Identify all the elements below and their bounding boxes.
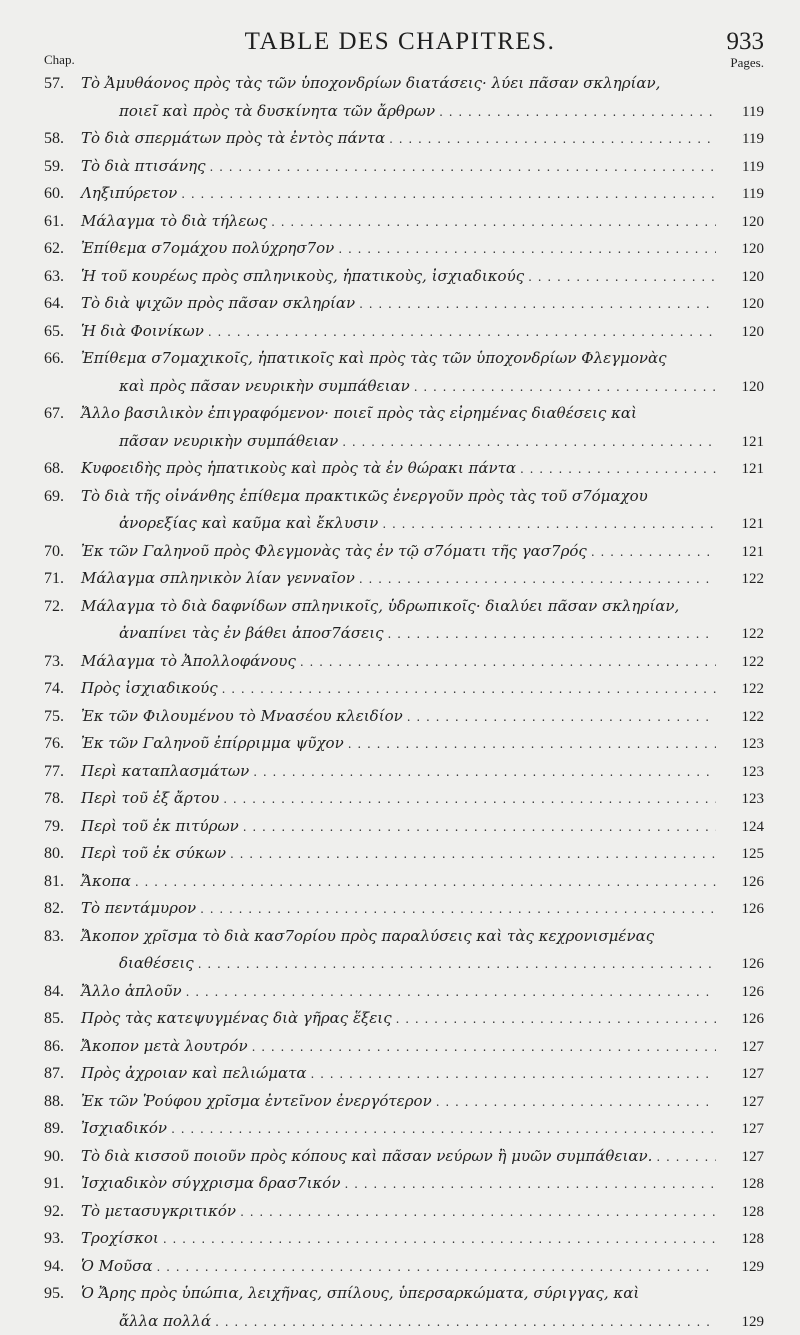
page-reference: 128 [720,1226,764,1253]
entry-line [44,923,764,951]
page-reference: 127 [720,1061,764,1088]
entry-line [44,455,764,483]
chapter-title: Ἰσχιαδικόν [81,1115,167,1143]
chapter-number: 94. [44,1253,80,1281]
entry-line [44,620,764,648]
chapter-number: 75. [44,703,80,731]
entry-line [44,1253,764,1281]
dot-leader [656,1144,716,1171]
entry-line [44,1143,764,1171]
chapter-title: Τὸ διὰ τῆς οἰνάνθης ἐπίθεμα πρακτικῶς ἐνεργοῦν πρὸς τὰς τοῦ σ7όμαχου [81,483,648,511]
chapter-title: Ἐπίθεμα σ7ομαχικοῖς, ἡπατικοῖς καὶ πρὸς τὰς τῶν ὑποχονδρίων Φλεγμονὰς [81,345,667,373]
page-reference: 119 [720,99,764,126]
page-reference: 126 [720,896,764,923]
dot-leader [200,896,716,923]
toc-entry [44,1143,764,1171]
chapter-title: Μάλαγμα τὸ διὰ τήλεως [81,208,267,236]
dot-leader [222,676,716,703]
toc-entry [44,263,764,291]
table-of-contents [0,70,800,1335]
page-reference: 122 [720,676,764,703]
chapter-number: 63. [44,263,80,291]
toc-entry [44,208,764,236]
page-reference: 123 [720,786,764,813]
entry-line [44,290,764,318]
toc-entry [44,840,764,868]
chapter-title: Ἄκοπον χρῖσμα τὸ διὰ κασ7ορίου πρὸς παραλύσεις καὶ τὰς κεχρονισμένας [81,923,654,951]
chapter-number: 65. [44,318,80,346]
page-reference: 119 [720,154,764,181]
chapter-number: 77. [44,758,80,786]
toc-entry [44,400,764,455]
entry-line [44,758,764,786]
entry-line [44,703,764,731]
chapter-number: 70. [44,538,80,566]
toc-entry [44,1280,764,1335]
chapter-title: πᾶσαν νευρικὴν συμπάθειαν [119,428,338,456]
chapter-column-header: Chap. [44,52,75,68]
toc-entry [44,648,764,676]
toc-entry [44,1170,764,1198]
chapter-number: 69. [44,483,80,511]
entry-line [44,263,764,291]
chapter-title: Περὶ τοῦ ἐκ σύκων [81,840,226,868]
chapter-number: 87. [44,1060,80,1088]
toc-entry [44,455,764,483]
chapter-number: 57. [44,70,80,98]
toc-entry [44,1060,764,1088]
page-reference: 129 [720,1254,764,1281]
chapter-number: 89. [44,1115,80,1143]
page-reference: 121 [720,539,764,566]
dot-leader [591,539,716,566]
page-reference: 119 [720,126,764,153]
page-reference: 120 [720,291,764,318]
toc-entry [44,1088,764,1116]
page-reference: 125 [720,841,764,868]
chapter-number: 60. [44,180,80,208]
entry-line [44,730,764,758]
chapter-title: Ἄκοπα [81,868,131,896]
toc-entry [44,318,764,346]
dot-leader [253,759,716,786]
chapter-number: 85. [44,1005,80,1033]
chapter-title: καὶ πρὸς πᾶσαν νευρικὴν συμπάθειαν [119,373,410,401]
page-reference: 123 [720,759,764,786]
chapter-title: Ἡ διὰ Φοινίκων [81,318,204,346]
chapter-number: 74. [44,675,80,703]
dot-leader [528,264,716,291]
dot-leader [243,814,716,841]
page-reference: 119 [720,181,764,208]
chapter-title: Τὸ διὰ κισσοῦ ποιοῦν πρὸς κόπους καὶ πᾶσαν νεύρων ἢ μυῶν συμπάθειαν. [81,1143,652,1171]
entry-line [44,1033,764,1061]
chapter-number: 92. [44,1198,80,1226]
chapter-title: ἄλλα πολλά [119,1308,211,1335]
chapter-title: Ὁ Ἄρης πρὸς ὑπώπια, λειχῆνας, σπίλους, ὑπερσαρκώματα, σύριγγας, καὶ [81,1280,639,1308]
chapter-title: Πρὸς ἰσχιαδικούς [81,675,218,703]
entry-line [44,1225,764,1253]
toc-entry [44,785,764,813]
toc-entry [44,153,764,181]
page-reference: 122 [720,649,764,676]
dot-leader [223,786,716,813]
dot-leader [344,1171,716,1198]
chapter-number: 62. [44,235,80,263]
entry-line [44,70,764,98]
page-reference: 121 [720,429,764,456]
toc-entry [44,565,764,593]
toc-entry [44,923,764,978]
chapter-number: 95. [44,1280,80,1308]
chapter-title: Ἐπίθεμα σ7ομάχου πολύχρησ7ον [81,235,334,263]
chapter-number: 81. [44,868,80,896]
entry-line [44,510,764,538]
chapter-number: 91. [44,1170,80,1198]
chapter-number: 80. [44,840,80,868]
chapter-title: Ὁ Μοῦσα [81,1253,153,1281]
page-reference: 126 [720,1006,764,1033]
toc-entry [44,813,764,841]
dot-leader [230,841,716,868]
chapter-number: 71. [44,565,80,593]
pages-column-header: Pages. [730,55,764,71]
chapter-title: Μάλαγμα τὸ Ἀπολλοφάνους [81,648,296,676]
toc-entry [44,235,764,263]
toc-entry [44,345,764,400]
toc-entry [44,758,764,786]
page-reference: 126 [720,951,764,978]
entry-line [44,125,764,153]
chapter-title: Ἐκ τῶν Γαληνοῦ ἐπίρριμμα ψῦχον [81,730,344,758]
dot-leader [208,319,716,346]
toc-entry [44,868,764,896]
dot-leader [171,1116,716,1143]
dot-leader [439,99,716,126]
entry-line [44,483,764,511]
page-reference: 120 [720,236,764,263]
dot-leader [215,1309,716,1335]
chapter-title: ποιεῖ καὶ πρὸς τὰ δυσκίνητα τῶν ἄρθρων [119,98,435,126]
entry-line [44,1115,764,1143]
toc-entry [44,1225,764,1253]
chapter-number: 86. [44,1033,80,1061]
chapter-title: Ἄλλο βασιλικὸν ἐπιγραφόμενον· ποιεῖ πρὸς τὰς εἰρημένας διαθέσεις καὶ [81,400,637,428]
dot-leader [359,291,716,318]
chapter-title: Τὸ μετασυγκριτικόν [81,1198,236,1226]
chapter-number: 68. [44,455,80,483]
toc-entry [44,1005,764,1033]
page-title: TABLE DES CHAPITRES. [0,28,800,56]
dot-leader [210,154,716,181]
page-reference: 128 [720,1171,764,1198]
toc-entry [44,895,764,923]
dot-leader [342,429,716,456]
chapter-title: διαθέσεις [119,950,194,978]
toc-entry [44,703,764,731]
dot-leader [181,181,716,208]
toc-entry [44,483,764,538]
dot-leader [135,869,716,896]
entry-line [44,1170,764,1198]
chapter-number: 64. [44,290,80,318]
entry-line [44,840,764,868]
page-reference: 120 [720,264,764,291]
chapter-number: 83. [44,923,80,951]
entry-line [44,648,764,676]
dot-leader [382,511,716,538]
chapter-title: Τὸ διὰ σπερμάτων πρὸς τὰ ἐντὸς πάντα [81,125,385,153]
toc-entry [44,538,764,566]
chapter-title: Ἡ τοῦ κουρέως πρὸς σπληνικοὺς, ἡπατικοὺς, ἰσχιαδικούς [81,263,524,291]
page-reference: 121 [720,456,764,483]
dot-leader [300,649,716,676]
chapter-number: 58. [44,125,80,153]
toc-entry [44,675,764,703]
chapter-number: 59. [44,153,80,181]
toc-entry [44,1033,764,1061]
chapter-number: 61. [44,208,80,236]
entry-line [44,98,764,126]
entry-line [44,593,764,621]
dot-leader [389,126,716,153]
page-reference: 126 [720,979,764,1006]
entry-line [44,785,764,813]
dot-leader [396,1006,716,1033]
dot-leader [163,1226,716,1253]
entry-line [44,428,764,456]
dot-leader [348,731,716,758]
page-reference: 120 [720,319,764,346]
chapter-title: Ἰσχιαδικὸν σύγχρισμα δρασ7ικόν [81,1170,340,1198]
toc-entry [44,1115,764,1143]
entry-line [44,538,764,566]
chapter-number: 84. [44,978,80,1006]
chapter-title: Ἐκ τῶν Φιλουμένου τὸ Μνασέου κλειδίον [81,703,403,731]
page-reference: 122 [720,621,764,648]
chapter-title: Τὸ διὰ ψιχῶν πρὸς πᾶσαν σκληρίαν [81,290,355,318]
entry-line [44,1060,764,1088]
toc-entry [44,125,764,153]
dot-leader [157,1254,716,1281]
chapter-title: Μάλαγμα τὸ διὰ δαφνίδων σπληνικοῖς, ὑδρωπικοῖς· διαλύει πᾶσαν σκληρίαν, [81,593,679,621]
chapter-number: 76. [44,730,80,758]
entry-line [44,400,764,428]
entry-line [44,1308,764,1335]
toc-entry [44,593,764,648]
chapter-number: 67. [44,400,80,428]
dot-leader [240,1199,716,1226]
toc-entry [44,70,764,125]
chapter-number: 88. [44,1088,80,1116]
dot-leader [388,621,717,648]
chapter-title: Κυφοειδὴς πρὸς ἡπατικοὺς καὶ πρὸς τὰ ἐν θώρακι πάντα [81,455,516,483]
entry-line [44,153,764,181]
entry-line [44,1088,764,1116]
chapter-title: Τὸ διὰ πτισάνης [81,153,206,181]
dot-leader [198,951,716,978]
dot-leader [407,704,716,731]
page-reference: 127 [720,1144,764,1171]
chapter-number: 93. [44,1225,80,1253]
dot-leader [436,1089,716,1116]
entry-line [44,978,764,1006]
dot-leader [186,979,716,1006]
chapter-number: 79. [44,813,80,841]
dot-leader [520,456,716,483]
entry-line [44,868,764,896]
chapter-title: ἀναπίνει τὰς ἐν βάθει ἀποσ7άσεις [119,620,384,648]
entry-line [44,373,764,401]
entry-line [44,235,764,263]
entry-line [44,675,764,703]
chapter-title: Ἐκ τῶν Γαληνοῦ πρὸς Φλεγμονὰς τὰς ἐν τῷ σ7όματι τῆς γασ7ρός [81,538,587,566]
page-reference: 120 [720,374,764,401]
page-reference: 127 [720,1116,764,1143]
chapter-title: Περὶ τοῦ ἐκ πιτύρων [81,813,239,841]
dot-leader [271,209,716,236]
page-reference: 121 [720,511,764,538]
entry-line [44,180,764,208]
chapter-title: Μάλαγμα σπληνικὸν λίαν γενναῖον [81,565,355,593]
page-reference: 127 [720,1089,764,1116]
entry-line [44,950,764,978]
toc-entry [44,978,764,1006]
entry-line [44,208,764,236]
chapter-number: 66. [44,345,80,373]
dot-leader [311,1061,716,1088]
toc-entry [44,1253,764,1281]
chapter-number: 90. [44,1143,80,1171]
toc-entry [44,1198,764,1226]
chapter-number: 73. [44,648,80,676]
chapter-title: Ἄκοπον μετὰ λουτρόν [81,1033,248,1061]
dot-leader [359,566,716,593]
chapter-title: Τροχίσκοι [81,1225,159,1253]
page-reference: 128 [720,1199,764,1226]
dot-leader [338,236,716,263]
page-reference: 127 [720,1034,764,1061]
entry-line [44,1005,764,1033]
dot-leader [414,374,716,401]
chapter-title: Τὸ Ἀμυθάονος πρὸς τὰς τῶν ὑποχονδρίων διατάσεις· λύει πᾶσαν σκληρίαν, [81,70,660,98]
page-reference: 120 [720,209,764,236]
entry-line [44,345,764,373]
chapter-title: Πρὸς τὰς κατεψυγμένας διὰ γῆρας ἕξεις [81,1005,392,1033]
page-number: 933 [727,28,765,56]
toc-entry [44,290,764,318]
entry-line [44,318,764,346]
page-reference: 123 [720,731,764,758]
toc-entry [44,180,764,208]
chapter-number: 78. [44,785,80,813]
chapter-number: 82. [44,895,80,923]
chapter-title: ἀνορεξίας καὶ καῦμα καὶ ἔκλυσιν [119,510,378,538]
chapter-title: Ἄλλο ἁπλοῦν [81,978,182,1006]
chapter-title: Τὸ πεντάμυρον [81,895,196,923]
page-reference: 124 [720,814,764,841]
dot-leader [252,1034,716,1061]
toc-entry [44,730,764,758]
chapter-number: 72. [44,593,80,621]
entry-line [44,565,764,593]
chapter-title: Περὶ καταπλασμάτων [81,758,249,786]
chapter-title: Περὶ τοῦ ἐξ ἄρτου [81,785,219,813]
page-reference: 129 [720,1309,764,1335]
chapter-title: Πρὸς ἀχροιαν καὶ πελιώματα [81,1060,307,1088]
page-reference: 122 [720,704,764,731]
entry-line [44,813,764,841]
chapter-title: Ἐκ τῶν Ῥούφου χρῖσμα ἐντεῖνον ἐνεργότερον [81,1088,432,1116]
page-reference: 122 [720,566,764,593]
chapter-title: Ληξιπύρετον [81,180,177,208]
entry-line [44,1198,764,1226]
page-reference: 126 [720,869,764,896]
entry-line [44,895,764,923]
entry-line [44,1280,764,1308]
